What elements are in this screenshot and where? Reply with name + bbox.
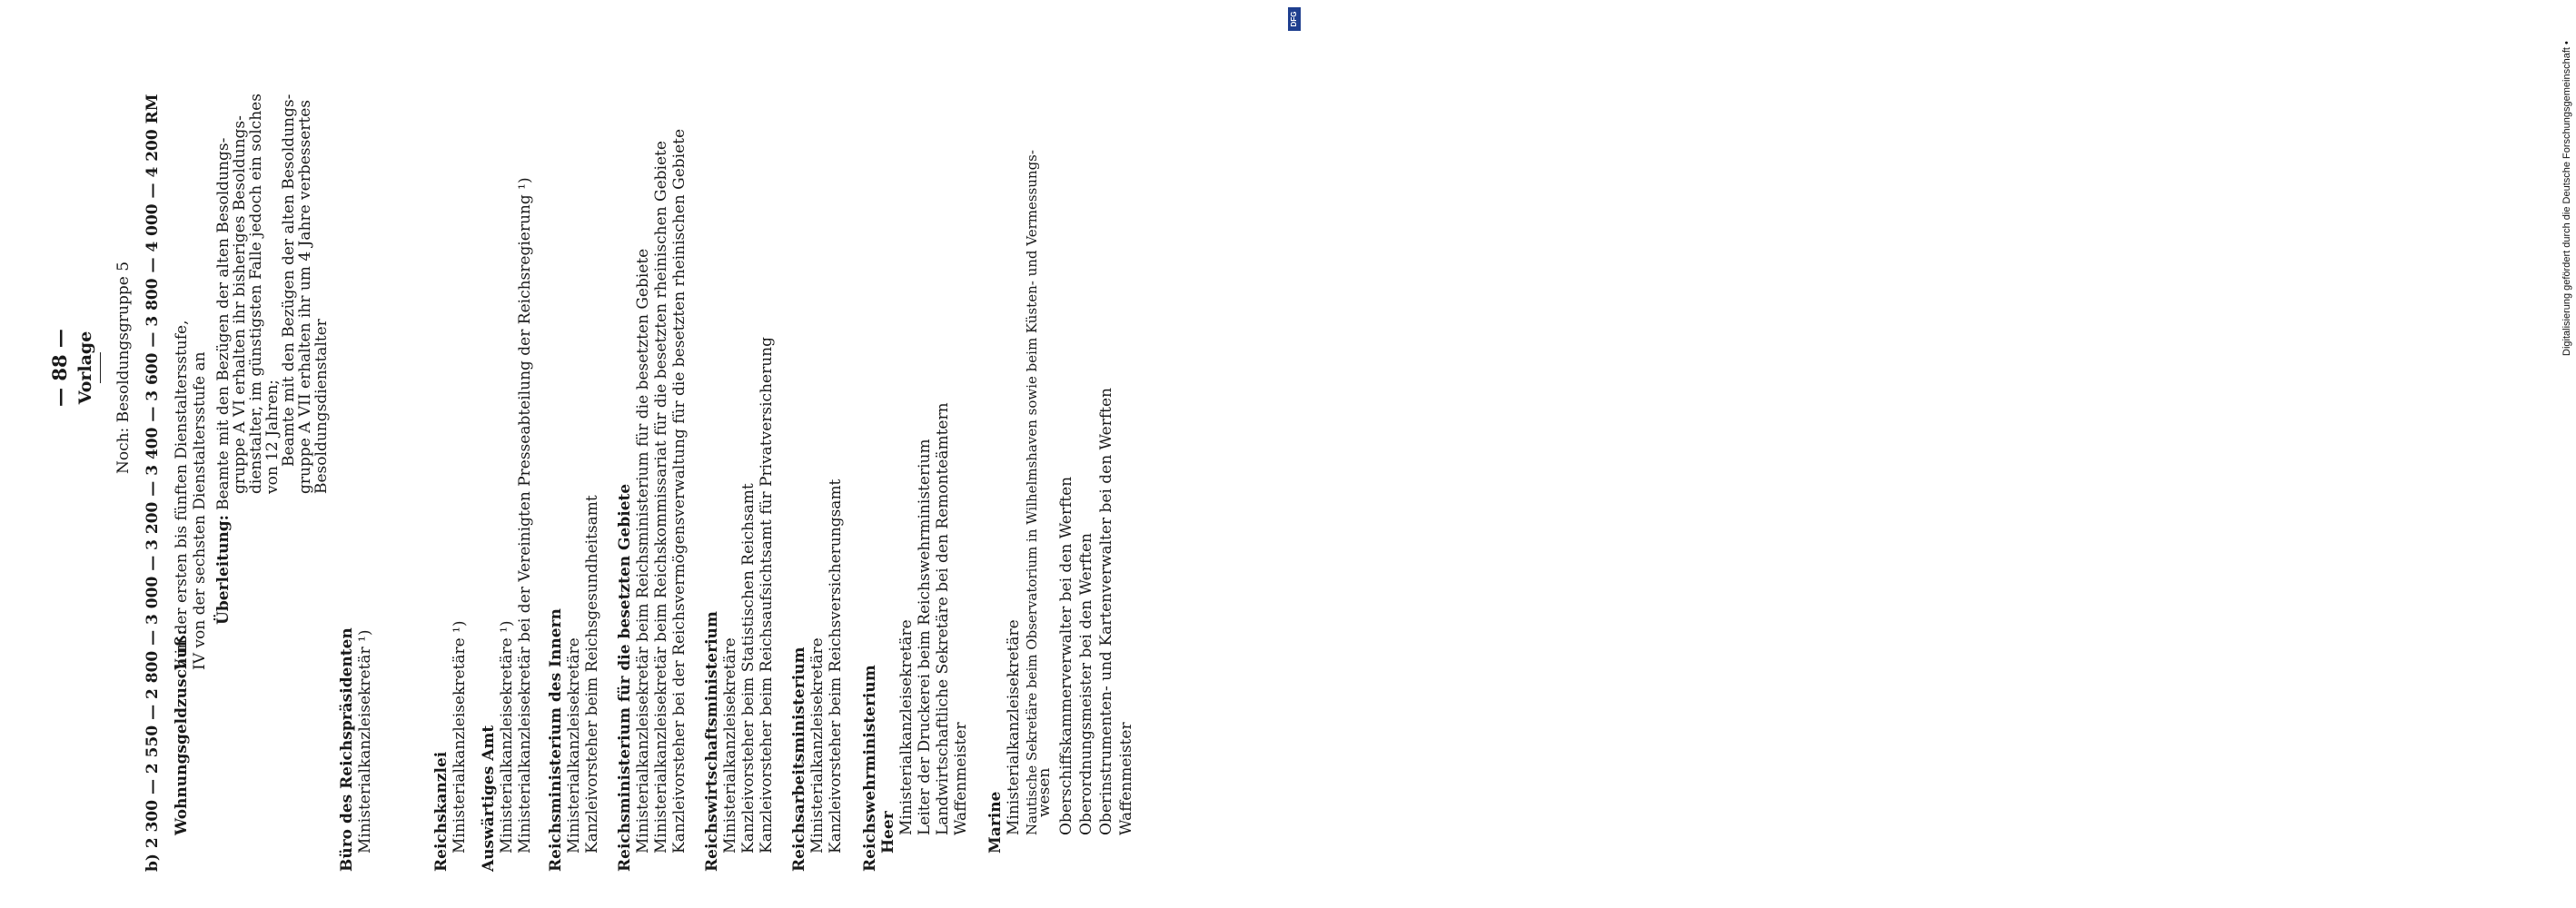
title-rule: [100, 352, 101, 383]
transition-line: Besoldungsdienstalter: [312, 319, 331, 494]
section-heading: Reichskanzlei: [432, 751, 451, 872]
list-item: Ministerialkanzleisekretär beim Reichsministerium für die besetzten Gebiete: [634, 248, 652, 854]
section-heading: Reichsarbeitsministerium: [790, 646, 808, 872]
housing-line-1: V in der ersten bis fünften Dienstaltersstufe,: [173, 320, 191, 670]
credit-text: Digitalisierung gefördert durch die Deutsche Forschungsgemeinschaft •: [2561, 41, 2572, 356]
housing-line-2: IV von der sechsten Dienstaltersstufe an: [191, 351, 209, 670]
transition-line: Beamte mit den Bezügen der alten Besoldungs-: [280, 94, 298, 467]
sub-heading: Heer: [879, 811, 897, 854]
list-item: Kanzleivorsteher beim Reichsaufsichtsamt für Privatversicherung: [758, 337, 776, 854]
list-item: Ministerialkanzleisekretäre: [721, 637, 739, 854]
list-item: Kanzleivorsteher beim Reichsgesundheitsamt: [583, 495, 601, 854]
list-item: Ministerialkanzleisekretär ¹): [356, 629, 374, 854]
page-number: — 88 —: [48, 329, 71, 407]
list-item: Oberinstrumenten- und Kartenverwalter bei den Werften: [1097, 388, 1115, 835]
dfg-credit: [1266, 0, 2572, 363]
list-item: Oberschiffskammerverwalter bei den Werften: [1057, 476, 1075, 835]
list-item: Waffenmeister: [1117, 722, 1135, 835]
list-item: Leiter der Druckerei beim Reichswehrministerium: [916, 439, 934, 835]
list-item: Kanzleivorsteher beim Statistischen Reichsamt: [739, 483, 758, 854]
section-heading: Reichswirtschaftsministerium: [703, 611, 721, 872]
transition-line: Beamte mit den Bezügen der alten Besoldungs-: [214, 137, 233, 510]
transition-line: dienstalter, im günstigsten Falle jedoch ein solches: [247, 94, 265, 494]
dfg-logo: [1288, 7, 1301, 31]
section-heading: Reichsministerium für die besetzten Gebiete: [616, 483, 634, 872]
salary-scale: b) 2 300 — 2 550 — 2 800 — 3 000 — 3 200 — 3 400 — 3 600 — 3 800 — 4 000 — 4 200 RM: [144, 94, 162, 872]
dfg-logo-text: DFG: [1290, 11, 1298, 27]
list-item: Waffenmeister: [952, 722, 970, 835]
document-subtitle: Noch: Besoldungsgruppe 5: [114, 261, 133, 475]
section-heading: Büro des Reichspräsidenten: [338, 627, 356, 872]
section-heading: Reichswehrministerium: [861, 665, 879, 872]
list-item: Ministerialkanzleisekretär beim Reichskommissariat für die besetzten rheinischen Gebiete: [652, 141, 670, 854]
list-item: Ministerialkanzleisekretäre ¹): [498, 620, 516, 854]
list-item: Nautische Sekretäre beim Observatorium in Wilhelmshaven sowie beim Küsten- und Vermessungs-: [1024, 150, 1040, 835]
rotated-document-continuation: [1035, 18, 1217, 872]
section-heading: Marine: [986, 791, 1005, 854]
housing-label: Wohnungsgeldzuschuß:: [173, 629, 191, 835]
section-heading: Reichsministerium des Innern: [547, 608, 565, 872]
list-item: Kanzleivorsteher beim Reichsversicherungsamt: [827, 479, 845, 854]
transition-line: von 12 Jahren;: [263, 380, 282, 494]
list-item: wesen: [1035, 767, 1054, 817]
document-title: Vorlage: [75, 331, 95, 405]
section-heading: Auswärtiges Amt: [480, 725, 498, 872]
list-item: Ministerialkanzleisekretäre: [565, 637, 583, 854]
list-item: Kanzleivorsteher bei der Reichsvermögensverwaltung für die besetzten rheinischen Gebiete: [670, 128, 689, 854]
transition-line: gruppe A VII erhalten ihr um 4 Jahre verbessertes: [296, 99, 314, 494]
list-item: Ministerialkanzleisekretäre: [1005, 619, 1023, 835]
transition-label: Überleitung:: [214, 515, 233, 625]
list-item: Ministerialkanzleisekretäre: [808, 637, 827, 854]
transition-line: gruppe A VI erhalten ihr bisheriges Besoldungs-: [231, 115, 249, 494]
list-item: Ministerialkanzleisekretäre ¹): [451, 620, 469, 854]
list-item: Ministerialkanzleisekretäre: [897, 619, 916, 835]
rotated-document: [47, 18, 1055, 872]
list-item: Landwirtschaftliche Sekretäre bei den Remonteämtern: [934, 402, 952, 835]
list-item: Ministerialkanzleisekretär bei der Vereinigten Presseabteilung der Reichsregierung ¹): [516, 177, 534, 854]
list-item: Oberordnungsmeister bei den Werften: [1077, 533, 1095, 835]
